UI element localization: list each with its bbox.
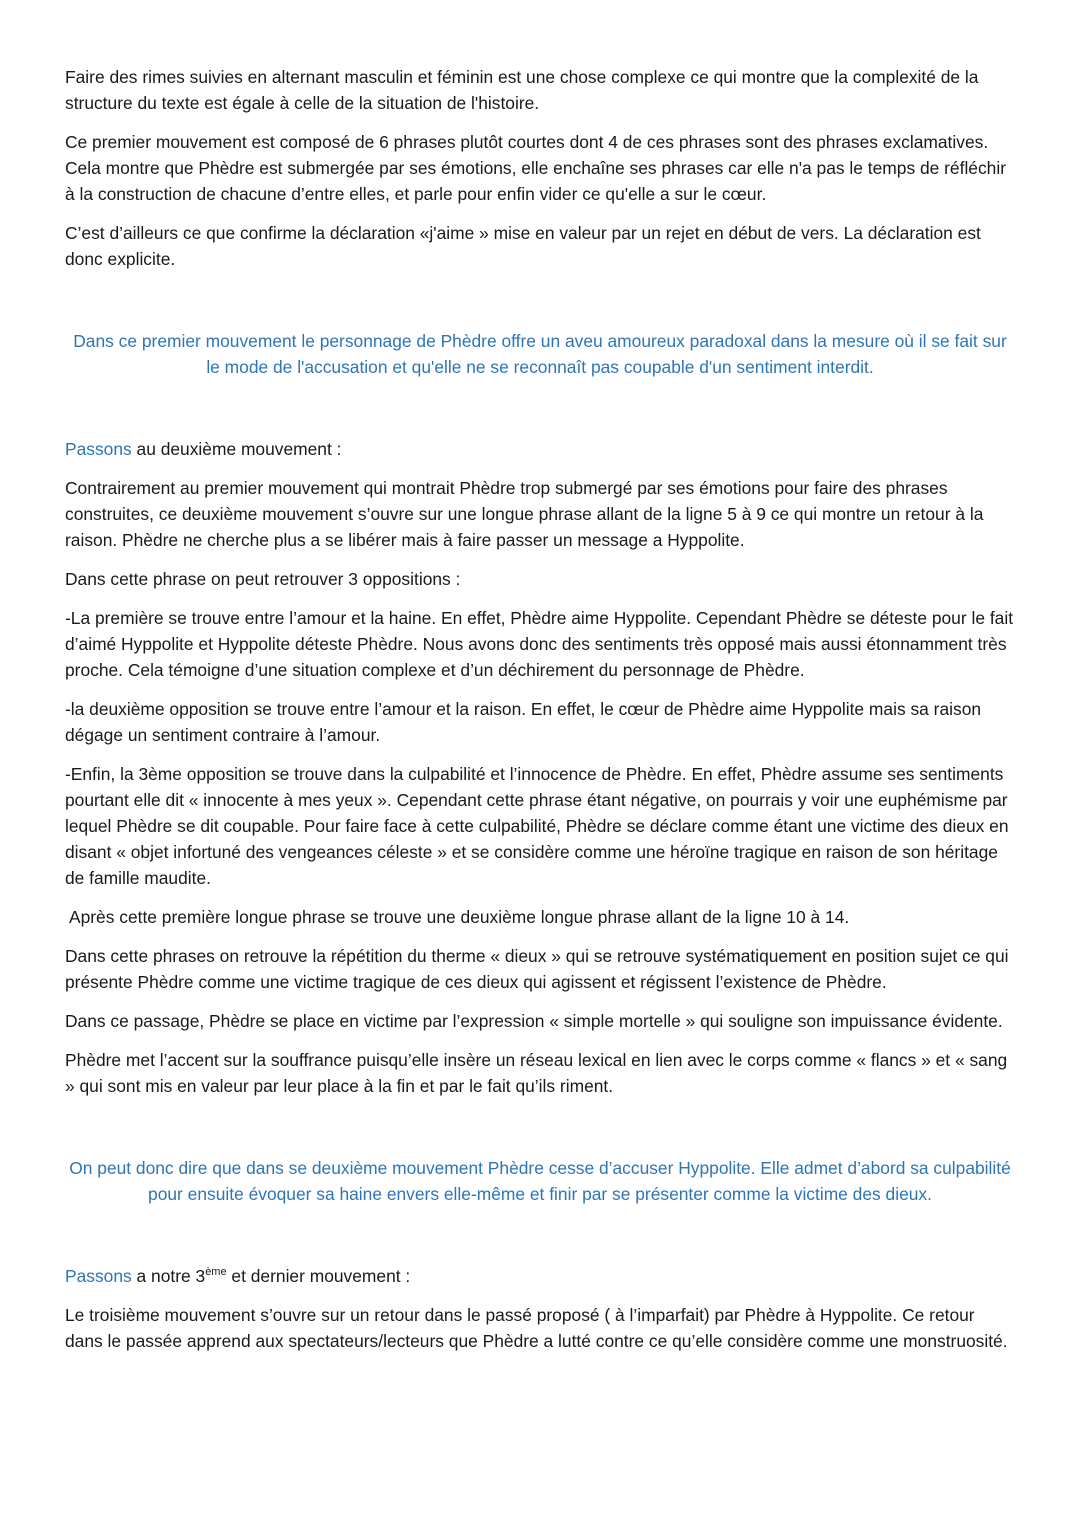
paragraph-opposition-1: -La première se trouve entre l’amour et la haine. En effet, Phèdre aime Hyppolite. Cependant Phèdre se déteste pour le fait d’aimé Hyppolite et Hyppolite déteste Phèdre. Nous avons donc des sentiments très opposé mais aussi étonnamment très proche. Cela témoigne d’une situation complexe et d’un déchirement du personnage de Phèdre. [65,608,1014,680]
paragraph-oppositions-intro: Dans cette phrase on peut retrouver 3 oppositions : [65,569,461,589]
paragraph-declaration: C’est d’ailleurs ce que confirme la déclaration «j'aime » mise en valeur par un rejet en début de vers. La déclaration est donc explicite. [65,223,981,269]
heading-rest: et dernier mouvement : [226,1266,411,1286]
heading-lead-word: Passons [65,439,132,459]
heading-mid: a notre 3 [131,1266,206,1286]
paragraph-simple-mortelle: Dans ce passage, Phèdre se place en victime par l’expression « simple mortelle » qui souligne son impuissance évidente. [65,1011,1003,1031]
paragraph-troisieme-mouvement: Le troisième mouvement s’ouvre sur un retour dans le passé proposé ( à l’imparfait) par Phèdre à Hyppolite. Ce retour dans le passée apprend aux spectateurs/lecteurs que Phèdre a lutté contre ce qu’elle considère comme une monstruosité. [65,1305,1008,1351]
paragraph-deuxieme-phrase: Après cette première longue phrase se trouve une deuxième longue phrase allant de la ligne 10 à 14. [69,907,850,927]
heading-deuxieme-mouvement [65,436,1015,462]
paragraph-premier-mouvement: Ce premier mouvement est composé de 6 phrases plutôt courtes dont 4 de ces phrases sont des phrases exclamatives. Cela montre que Phèdre est submergée par ses émotions, elle enchaîne ses phrases car elle n'a pas le temps de réfléchir à la construction de chacune d’entre elles, et parle pour enfin vider ce qu'elle a sur le cœur. [65,132,1006,204]
paragraph-souffrance: Phèdre met l’accent sur la souffrance puisqu’elle insère un réseau lexical en lien avec le corps comme « flancs » et « sang » qui sont mis en valeur par leur place à la fin et par le fait qu’ils riment. [65,1050,1008,1096]
document-page [65,64,1015,1367]
conclusion-premier-mouvement: Dans ce premier mouvement le personnage de Phèdre offre un aveu amoureux paradoxal dans la mesure où il se fait sur le mode de l'accusation et qu'elle ne se reconnaît pas coupable d'un sentiment interdit. [73,331,1007,377]
paragraph-opposition-2: -la deuxième opposition se trouve entre l’amour et la raison. En effet, le cœur de Phèdre aime Hyppolite mais sa raison dégage un sentiment contraire à l’amour. [65,699,982,745]
heading-superscript: ème [205,1266,227,1278]
paragraph-dieux: Dans cette phrases on retrouve la répétition du therme « dieux » qui se retrouve systématiquement en position sujet ce qui présente Phèdre comme une victime tragique de ces dieux qui agissent et régissent l’existence de Phèdre. [65,946,1009,992]
conclusion-deuxieme-mouvement: On peut donc dire que dans se deuxième mouvement Phèdre cesse d’accuser Hyppolite. Elle admet d’abord sa culpabilité pour ensuite évoquer sa haine envers elle-même et finir par se présenter comme la victime des dieux. [69,1158,1011,1204]
heading-lead-word: Passons [65,1266,132,1286]
paragraph-rimes: Faire des rimes suivies en alternant masculin et féminin est une chose complexe ce qui montre que la complexité de la structure du texte est égale à celle de la situation de l'histoire. [65,67,979,113]
paragraph-opposition-3: -Enfin, la 3ème opposition se trouve dans la culpabilité et l’innocence de Phèdre. En effet, Phèdre assume ses sentiments pourtant elle dit « innocente à mes yeux ». Cependant cette phrase étant négative, on pourrais y voir une euphémisme par lequel Phèdre se dit coupable. Pour faire face à cette culpabilité, Phèdre se déclare comme étant une victime des dieux en disant « objet infortuné des vengeances céleste » et se considère comme une héroïne tragique en raison de son héritage de famille maudite. [65,764,1009,888]
heading-rest: au deuxième mouvement : [131,439,342,459]
paragraph-contrairement: Contrairement au premier mouvement qui montrait Phèdre trop submergé par ses émotions pour faire des phrases construites, ce deuxième mouvement s’ouvre sur une longue phrase allant de la ligne 5 à 9 ce qui montre un retour à la raison. Phèdre ne cherche plus a se libérer mais à faire passer un message a Hyppolite. [65,478,984,550]
heading-troisieme-mouvement [65,1263,1015,1289]
